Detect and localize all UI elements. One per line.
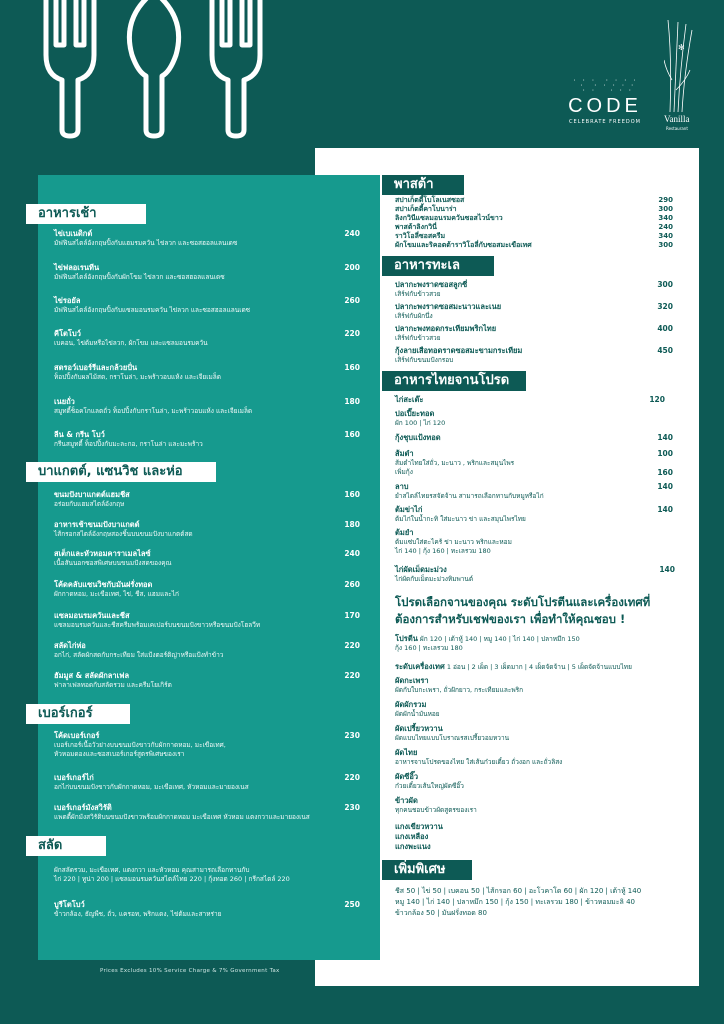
section-seafood: อาหารทะเล — [382, 256, 494, 276]
brand-dots: · · · · · · · · · · · · · · · · · · — [572, 77, 638, 94]
menu-item: ต้มยำ ต้มแซ่บใส่ตะไคร้ ข่า มะนาว พริกและหอม ไก่ 140 | กุ้ง 160 | ทะเลรวม 180 — [395, 528, 512, 555]
menu-item: กุ้งชุบแป้งทอด 140 — [395, 433, 673, 442]
vanilla-name: Vanilla — [664, 114, 690, 124]
section-extras: เพิ่มพิเศษ — [382, 860, 472, 880]
menu-item: บูรีโตโบว์ ข้าวกล้อง, ธัญพืช, ถั่ว, แครอท, พริกแดง, ไข่ต้มและสาหร่าย 250 — [54, 900, 360, 918]
menu-item: ไก่สะเต๊ะ 120 — [395, 395, 665, 404]
menu-item: ลาบ ยำสไตล์ไทยรสจัดจ้าน สามารถเลือกทานกับหมูหรือไก่ 140 — [395, 482, 673, 500]
protein-line: โปรตีน ผัก 120 | เต้าหู้ 140 | หมู 140 | ไก่ 140 | ปลาหมึก 150 กุ้ง 160 | ทะเลรวม 180 — [395, 634, 580, 652]
spice-line: ระดับเครื่องเทศ 1 อ่อน | 2 เผ็ด | 3 เผ็ดมาก | 4 เผ็ดจัดจ้าน | 5 เผ็ดจัดจ้านแบบไทย — [395, 662, 632, 671]
menu-item: คีโตโบว์ เบคอน, ไข่ต้มหรือไข่ลวก, ผักโขม และแซลมอนรมควัน 220 — [54, 329, 360, 347]
svg-text:✻: ✻ — [678, 43, 685, 52]
section-breakfast: อาหารเช้า — [26, 204, 146, 224]
menu-item: อาหารเช้าขนมปังบาแกตต์ ไส้กรอกสไตล์อังกฤษสองชิ้นบนขนมปังบาแกตต์สด 180 — [54, 520, 360, 538]
brand-tagline: CELEBRATE FREEDOM — [569, 119, 641, 125]
menu-item: เพิ่มกุ้ง 160 — [395, 468, 673, 477]
menu-item: โค้ดเบอร์เกอร์ เบอร์เกอร์เนื้อวัวย่างบนขนมปังขาวกับผักกาดหอม, มะเขือเทศ, หัวหอมดองและซอสเบอร์เกอร์สูตรพิเศษของเรา 230 — [54, 731, 360, 758]
menu-item: แกงเขียวหวาน — [395, 822, 443, 831]
section-baguette: บาแกตต์, แซนวิช และห่อ — [26, 462, 216, 482]
menu-item: ขนมปังบาแกตต์แฮมชีส อร่อยกับแฮมสไตล์อังกฤษ 160 — [54, 490, 360, 508]
brand-name: CODE — [568, 95, 642, 117]
menu-item: ผัดผักรวม ผัดผักน้ำมันหอย — [395, 700, 440, 718]
menu-item: ผักสลัดรวม, มะเขือเทศ, แตงกวา และหัวหอม คุณสามารถเลือกทานกับ ไก่ 220 | ทูน่า 200 | แซลมอนรมควันสไตล์ไทย 220 | กุ้งทอด 260 | กรีกสไตล์ 220 — [54, 866, 290, 883]
menu-item: สลัดไก่ห่อ อกไก่, สลัดผักสดกับกระเทียม ใส่แป้งตอร์ติญ่าหรือแป้งทำข้าว 220 — [54, 641, 360, 659]
menu-item: โค้ดคลับแซนวิชกับมันฝรั่งทอด ผักกาดหอม, มะเขือเทศ, ไข่, ชีส, แฮมและไก่ 260 — [54, 580, 360, 598]
extras-text: ชีส 50 | ไข่ 50 | เบคอน 50 | ไส้กรอก 60 | อะโวคาโด 60 | ผัก 120 | เต้าหู้ 140 หมู 140 | ไก่ 140 | ปลาหมึก 150 | กุ้ง 150 | ทะเลรวม 180 | ข้าวหอมมะลิ 40 ข้าวกล้อง 50 | มันฝรั่งทอด 80 — [395, 887, 642, 917]
menu-item: สปาเก็ตตี้คาโบนาร่า 300 — [395, 205, 673, 213]
menu-item: ไก่ผัดเม็ดมะม่วง ไก่ผัดกับเม็ดมะม่วงหิมพานต์ 140 — [395, 565, 675, 583]
section-salad: สลัด — [26, 836, 106, 856]
menu-item: ปอเปี๊ยะทอด ผัก 100 | ไก่ 120 — [395, 409, 446, 427]
menu-item: แกงพะแนง — [395, 842, 431, 851]
section-pasta: พาสต้า — [382, 175, 464, 195]
menu-item: สเต็กและหัวหอมคาราเมลไลซ์ เนื้อสันนอกซอสพิเศษบนขนมปังสดของคุณ 240 — [54, 549, 360, 567]
menu-item: เนยถั่ว สมูทตี้ช็อคโกแลตถั่ว ท็อปปิ้งกับกราโนล่า, มะพร้าวอบแห้ง และเจียเมล็ด 180 — [54, 397, 360, 415]
menu-item: สปาเก็ตตี้โบโลเนสซอส 290 — [395, 196, 673, 204]
vanilla-logo — [664, 20, 704, 140]
menu-item: กุ้งลายเสือทอดราดซอสมะขามกระเทียม เสิร์ฟกับขนมปังกรอบ 450 — [395, 346, 673, 364]
brand-logo — [555, 78, 655, 125]
menu-item: ไข่ฟลอเรนทีน มัฟฟินสไตล์อังกฤษปิ้งกับผักโขม ไข่ลวก และซอสฮอลแลนเดซ 200 — [54, 263, 360, 281]
menu-item: ผัดซีอิ๊ว ก๋วยเตี๋ยวเส้นใหญ่ผัดซีอิ๊ว — [395, 772, 464, 790]
menu-item: แซลมอนรมควันและชีส แซลมอนรมควันและชีสครีมพร้อมเคเปอร์บนขนมปังขาวหรือขนมปังโฮลวีท 170 — [54, 611, 360, 629]
menu-item: ปลากะพงทอดกระเทียมพริกไทย เสิร์ฟกับข้าวสวย 400 — [395, 324, 673, 342]
menu-item: ไข่เบเนดิกต์ มัฟฟินสไตล์อังกฤษปิ้งกับแฮมรมควัน ไข่ลวก และซอสฮอลแลนเดซ 240 — [54, 229, 360, 247]
menu-item: ผักโขมและริคอตต้าราวิโอลี่กับซอสมะเขือเทศ 300 — [395, 241, 673, 249]
menu-item: สตรอว์เบอร์รีและกล้วยปั่น ท็อปปิ้งกับผลไม้สด, กราโนล่า, มะพร้าวอบแห้ง และเจียเมล็ด 160 — [54, 363, 360, 381]
section-thai: อาหารไทยจานโปรด — [382, 371, 526, 391]
menu-item: ไข่รอยัล มัฟฟินสไตล์อังกฤษปิ้งกับแซลมอนรมควัน ไข่ลวก และซอสฮอลแลนเดซ 260 — [54, 296, 360, 314]
menu-item: เบอร์เกอร์มังสวิรัติ แพตตี้ผักมังสวิรัติบนขนมปังขาวพร้อมผักกาดหอม มะเขือเทศ หัวหอม แตงกวาและมายองเนส 230 — [54, 803, 360, 821]
menu-item: ต้มข่าไก่ ต้มไก่ในน้ำกะทิ ใส่มะนาว ข่า และสมุนไพรไทย 140 — [395, 505, 673, 523]
menu-item: เบอร์เกอร์ไก่ อกไก่บนขนมปังขาวกับผักกาดหอม, มะเขือเทศ, หัวหอมและมายองเนส 220 — [54, 773, 360, 791]
section-burger: เบอร์เกอร์ — [26, 704, 130, 724]
menu-item: ปลากะพงราดซอสมะนาวและเนย เสิร์ฟกับผักนึ่ง 320 — [395, 302, 673, 320]
menu-item: ข้าวผัด ทุกคนชอบข้าวผัดสูตรของเรา — [395, 796, 477, 814]
menu-item: ผัดเปรี้ยวหวาน ผัดแบบไทยแบบโบราณรสเปรี้ยวอมหวาน — [395, 724, 510, 742]
menu-item: ส้มตำ ส้มตำไทยใส่ถั่ว, มะนาว , พริกและสมุนไพร 100 — [395, 449, 673, 467]
vanilla-plant-icon — [664, 20, 694, 112]
cutlery-outline-icon — [40, 0, 280, 140]
menu-item: ผัดกะเพรา ผัดกับใบกะเพรา, ถั่วฝักยาว, กระเทียมและพริก — [395, 676, 524, 694]
footer-note: Prices Excludes 10% Service Charge & 7% Government Tax — [100, 968, 280, 974]
promo-title: โปรดเลือกจานของคุณ ระดับโปรตีนและเครื่องเทศที่ต้องการสำหรับเชฟของเรา เพื่อทำให้คุณชอบ ! — [395, 595, 651, 626]
menu-item: ผัดไทย อาหารจานโปรดของไทย ใส่เส้นก๋วยเตี๋ยว ถั่วงอก และถั่วลิสง — [395, 748, 563, 766]
menu-item: ลีน & กรีน โบว์ กรีนสมูทตี้ ท็อปปิ้งกับมะละกอ, กราโนล่า และมะพร้าว 160 — [54, 430, 360, 448]
menu-item: พาสต้าลิงกวินี่ 240 — [395, 223, 673, 231]
menu-item: ราวิโอลี่ซอสครีม 340 — [395, 232, 673, 240]
spoon-outline-icon — [129, 0, 178, 136]
menu-item: แกงเหลือง — [395, 832, 429, 841]
fork-outline-icon — [46, 0, 94, 136]
menu-item: ลิงกวินีแซลมอนรมควันซอสไวน์ขาว 340 — [395, 214, 673, 222]
menu-item: ฮัมมูส & สลัดผักลาเฟล ฟาลาเฟลทอดกับสลัดรวม และครีมโยเกิร์ต 220 — [54, 671, 360, 689]
menu-item: ปลากะพงราดซอสลูกซี่ เสิร์ฟกับข้าวสวย 300 — [395, 280, 673, 298]
fork-outline-icon — [212, 0, 260, 136]
vanilla-sub: Restaurant — [666, 126, 688, 131]
